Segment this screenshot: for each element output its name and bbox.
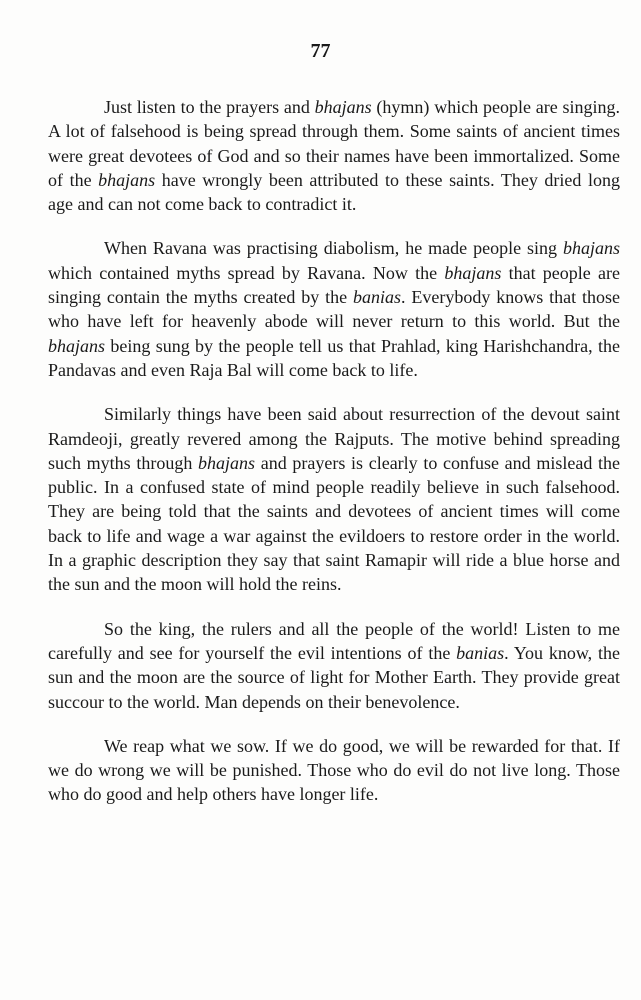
page-number: 77	[310, 40, 331, 62]
italic-term: banias	[456, 642, 505, 663]
paragraph	[48, 95, 620, 216]
italic-term: bhajans	[48, 335, 106, 356]
text-run: So the king, the rulers and all the people of the world! Listen to me carefully and see for yourself the evil intentions of the	[48, 618, 620, 663]
italic-term: bhajans	[198, 452, 256, 473]
body-text	[48, 95, 620, 807]
text-run: being sung by the people tell us that Prahlad, king Harishchandra, the Pandavas and even Raja Bal will come back to life.	[48, 335, 620, 380]
italic-term: bhajans	[562, 238, 620, 259]
paragraph	[48, 402, 620, 596]
text-run: Similarly things have been said about resurrection of the devout saint Ramdeoji, greatly revered among the Rajputs. The motive behind spreading such myths through	[48, 404, 620, 473]
text-run: which contained myths spread by Ravana. Now the	[48, 262, 445, 283]
text-run: and prayers is clearly to confuse and mislead the public. In a confused state of mind people readily believe in such falsehood. They are being told that the saints and devotees of ancient times will come back to life and wage a war against the evildoers to restore order in the world. In a graphic description they say that saint Ramapir will ride a blue horse and the sun and the moon will hold the reins.	[48, 452, 621, 595]
italic-term: bhajans	[314, 97, 372, 117]
text-run: Just listen to the prayers and	[104, 97, 315, 117]
paragraph	[48, 236, 620, 382]
text-run: When Ravana was practising diabolism, he made people sing	[104, 238, 563, 259]
text-run: We reap what we sow. If we do good, we will be rewarded for that. If we do wrong we will be punished. Those who do evil do not live long. Those who do good and help others have longer life.	[48, 735, 620, 805]
text-run: that people are singing contain the myths created by the	[48, 262, 621, 308]
paragraph	[48, 734, 620, 807]
text-run: (hymn) which people are singing. A lot of falsehood is being spread through them. Some saints of ancient times were great devotees of God and so their names have been immortalized. Some of the	[48, 97, 620, 190]
italic-term: bhajans	[444, 262, 502, 283]
italic-term: bhajans	[98, 169, 156, 190]
text-run: . You know, the sun and the moon are the source of light for Mother Earth. They provide great succour to the world. Man depends on their benevolence.	[48, 642, 620, 712]
text-run: . Everybody knows that those who have left for heavenly abode will never return to this world. But the	[48, 287, 620, 332]
paragraph	[48, 617, 620, 714]
text-run: have wrongly been attributed to these saints. They dried long age and can not come back to contradict it.	[48, 169, 620, 215]
italic-term: banias	[353, 287, 402, 308]
